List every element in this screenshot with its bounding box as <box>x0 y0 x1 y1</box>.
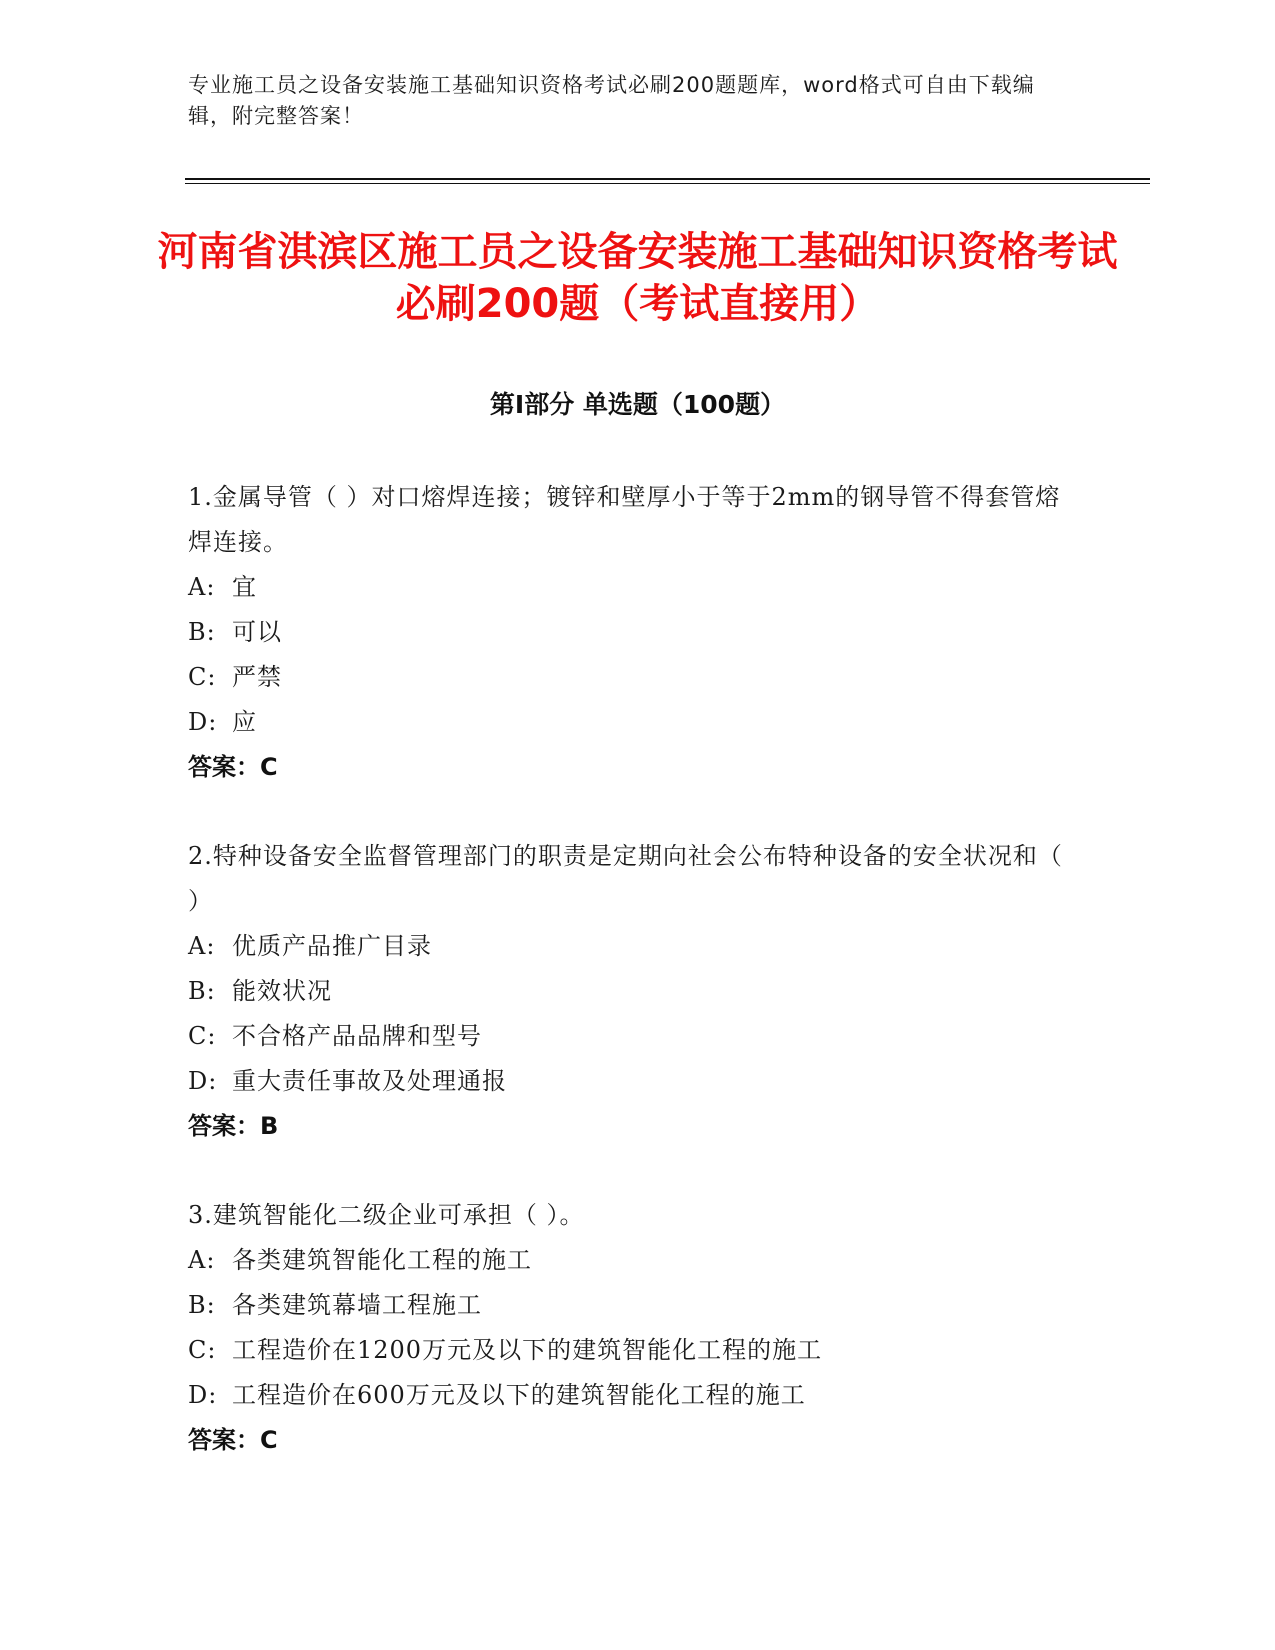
question-2 <box>188 834 1068 1149</box>
option-a <box>188 565 1068 610</box>
header-note: 专业施工员之设备安装施工基础知识资格考试必刷200题题库，word格式可自由下载编辑，附完整答案！ <box>188 73 1035 128</box>
option-text: 不合格产品品牌和型号 <box>232 1022 482 1050</box>
option-text: 工程造价在1200万元及以下的建筑智能化工程的施工 <box>232 1336 823 1364</box>
option-letter: D: <box>188 1381 218 1409</box>
option-text: 各类建筑幕墙工程施工 <box>232 1291 482 1319</box>
question-stem: 2.特种设备安全监督管理部门的职责是定期向社会公布特种设备的安全状况和（ ） <box>188 842 1063 915</box>
option-text: 能效状况 <box>232 977 332 1005</box>
answer-line: 答案：C <box>188 1426 278 1454</box>
option-d <box>188 1373 1068 1418</box>
option-letter: B: <box>188 618 216 646</box>
option-a <box>188 1238 1068 1283</box>
option-text: 优质产品推广目录 <box>232 932 432 960</box>
question-list <box>188 475 1068 1507</box>
option-b <box>188 610 1068 655</box>
option-d <box>188 700 1068 745</box>
section-title: 第I部分 单选题（100题） <box>489 390 786 419</box>
option-text: 应 <box>232 708 257 736</box>
option-text: 工程造价在600万元及以下的建筑智能化工程的施工 <box>232 1381 806 1409</box>
option-text: 重大责任事故及处理通报 <box>232 1067 507 1095</box>
option-letter: D: <box>188 1067 218 1095</box>
question-stem: 1.金属导管（ ）对口熔焊连接；镀锌和壁厚小于等于2mm的钢导管不得套管熔焊连接。 <box>188 483 1061 556</box>
option-text: 严禁 <box>232 663 282 691</box>
question-1 <box>188 475 1068 790</box>
question-3 <box>188 1193 1068 1463</box>
question-stem: 3.建筑智能化二级企业可承担（ ）。 <box>188 1201 585 1229</box>
option-b <box>188 969 1068 1014</box>
option-a <box>188 924 1068 969</box>
option-letter: B: <box>188 977 216 1005</box>
option-letter: B: <box>188 1291 216 1319</box>
option-text: 可以 <box>232 618 282 646</box>
option-c <box>188 655 1068 700</box>
option-text: 宜 <box>232 573 257 601</box>
header-divider-thick <box>185 178 1150 180</box>
option-c <box>188 1014 1068 1059</box>
option-letter: D: <box>188 708 218 736</box>
option-c <box>188 1328 1068 1373</box>
option-d <box>188 1059 1068 1104</box>
header-divider-thin <box>185 183 1150 184</box>
option-text: 各类建筑智能化工程的施工 <box>232 1246 532 1274</box>
option-letter: C: <box>188 1336 217 1364</box>
option-letter: C: <box>188 663 217 691</box>
answer-line: 答案：B <box>188 1112 279 1140</box>
option-letter: A: <box>188 573 216 601</box>
document-title: 河南省淇滨区施工员之设备安装施工基础知识资格考试必刷200题（考试直接用） <box>157 229 1118 327</box>
answer-line: 答案：C <box>188 753 278 781</box>
option-letter: A: <box>188 1246 216 1274</box>
option-letter: C: <box>188 1022 217 1050</box>
option-b <box>188 1283 1068 1328</box>
option-letter: A: <box>188 932 216 960</box>
